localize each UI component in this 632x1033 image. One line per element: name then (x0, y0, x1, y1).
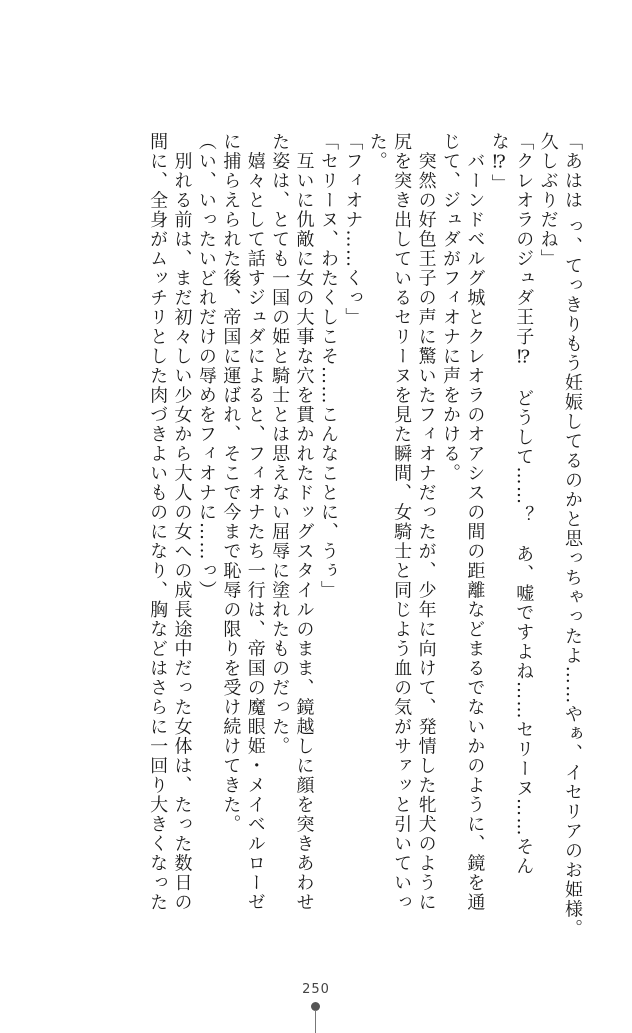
text-line: 間に、全身がムッチリとした肉づきよいものになり、胸などはさらに一回り大きくなった (147, 132, 169, 912)
text-line: バーンドベルグ城とクレオラのオアシスの間の距離などまるでないかのように、鏡を通 (464, 132, 486, 912)
novel-text-block (78, 132, 584, 939)
text-line: 尻を突き出しているセリーヌを見た瞬間、女騎士と同じよう血の気がサァッと引いていっ (391, 132, 413, 912)
text-line: じて、ジュダがフィオナに声をかける。 (439, 132, 461, 483)
text-line: た姿は、とても一国の姫と騎士とは思えない屈辱に塗れたものだった。 (269, 132, 291, 756)
text-line: 久しぶりだね」 (537, 132, 559, 269)
footer-line-ornament (315, 1010, 316, 1033)
text-line: な⁉」 (488, 132, 510, 194)
text-line: 嬉々として話すジュダによると、フィオナたち一行は、帝国の魔眼姫・メイベルローゼ (244, 132, 266, 912)
text-line: （い、いったいどれだけの辱めをフィオナに……っ） (195, 132, 217, 600)
text-line: 互いに仇敵に女の大事な穴を貫かれたドッグスタイルのまま、鏡越しに顔を突きあわせ (293, 132, 315, 912)
text-line: 「あはは っ、てっきりもう妊娠してるのかと思っちゃったよ……やぁ、イセリアのお姫様。 (562, 132, 583, 939)
text-line: 「フィオナ……くっ」 (342, 132, 364, 327)
page-number: 250 (302, 982, 330, 997)
text-line: に捕らえられた後、帝国に運ばれ、そこで今まで恥辱の限りを受け続けてきた。 (220, 132, 242, 834)
text-line: 「クレオラのジュダ王子⁉ どうして……？ あ、嘘ですよね……セリーヌ……そん (513, 132, 535, 876)
text-line: 別れる前は、まだ初々しい少女から大人の女への成長途中だった女体は、たった数日の (171, 132, 193, 912)
page-footer (0, 982, 632, 1033)
text-line: 「セリーヌ、わたくしこそ……こんなことに、うぅ」 (317, 132, 339, 600)
text-line: 突然の好色王子の声に驚いたフィオナだったが、少年に向けて、発情した牝犬のように (415, 132, 437, 912)
text-line: た。 (366, 132, 388, 171)
